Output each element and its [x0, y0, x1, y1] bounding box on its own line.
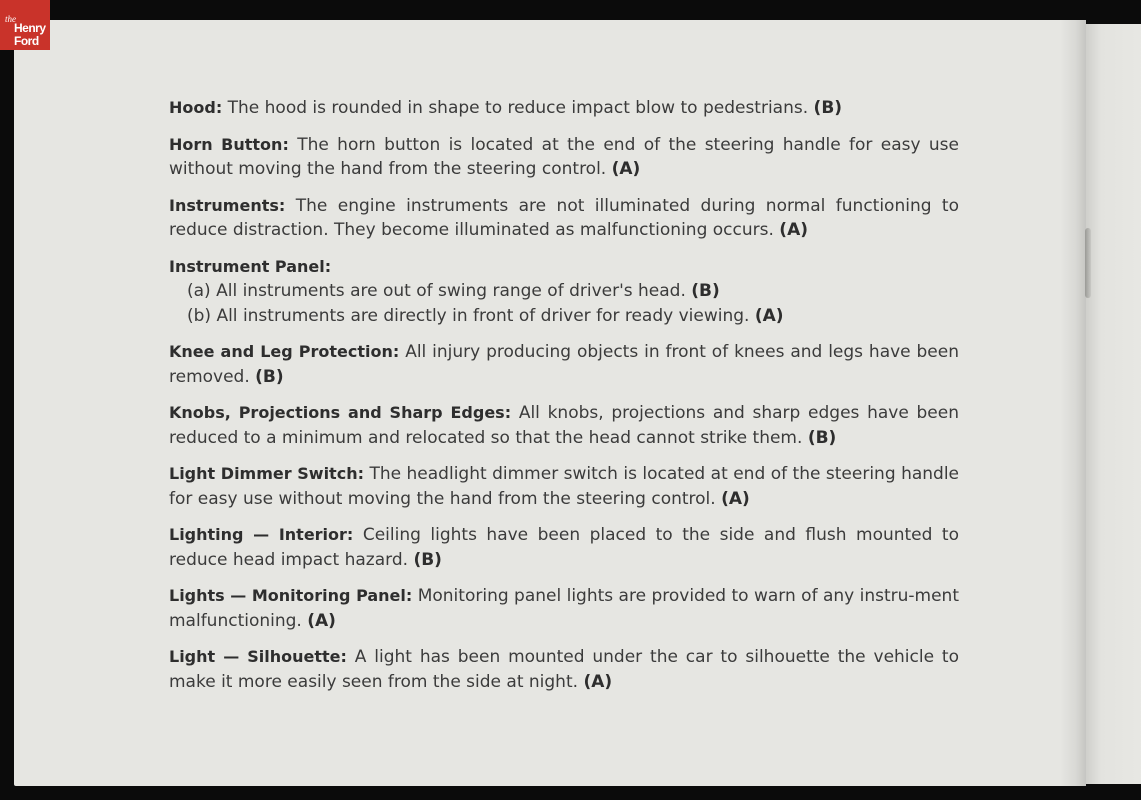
glossary-content: [169, 96, 959, 706]
gutter-shadow: [1060, 20, 1086, 786]
entry-term: Instruments:: [169, 195, 286, 215]
entry-rating: (A): [583, 671, 613, 692]
entry-text: The horn button is located at the end of the steering handle for easy use without moving the hand from the steering control.: [169, 134, 959, 179]
entry-rating: (A): [779, 220, 808, 240]
entry-horn-button: [169, 133, 959, 182]
entry-term: Lighting — Interior:: [169, 525, 354, 544]
subitem-rating: (B): [691, 281, 720, 301]
right-page-edge: [1086, 24, 1141, 784]
logo-henry: Henry: [14, 21, 46, 35]
entry-term: Knee and Leg Protection:: [169, 342, 400, 361]
subitem-text: (a) All instruments are out of swing range of driver's head.: [187, 281, 686, 301]
entry-light-dimmer-switch: [169, 462, 959, 511]
entry-term: Instrument Panel:: [169, 256, 332, 276]
entry-rating: (A): [307, 610, 336, 631]
entry-light-silhouette: [169, 645, 959, 694]
entry-term: Light — Silhouette:: [169, 647, 347, 666]
entry-rating: (B): [255, 366, 284, 387]
entry-knee-and-leg-protection: [169, 340, 959, 389]
henry-ford-logo: [0, 0, 50, 50]
entry-text: The engine instruments are not illuminated during normal functioning to reduce distraction. They become illuminated as malfunctioning occurs.: [169, 195, 959, 240]
entry-lights-monitoring-panel: [169, 584, 959, 633]
entry-rating: (A): [611, 159, 641, 179]
entry-term: Horn Button:: [169, 134, 289, 154]
binding-mark: [1085, 228, 1091, 298]
subitem-text: (b) All instruments are directly in front of driver for ready viewing.: [187, 305, 750, 326]
entry-lighting-interior: [169, 523, 959, 572]
entry-term: Light Dimmer Switch:: [169, 464, 364, 483]
logo-ford: Ford: [14, 34, 39, 48]
entry-knobs-projections: [169, 401, 959, 450]
entry-text: The headlight dimmer switch is located at end of the steering handle for easy use without moving the hand from the steering control.: [169, 464, 960, 509]
entry-term: Hood:: [169, 98, 223, 117]
entry-text: Ceiling lights have been placed to the side and flush mounted to reduce head impact hazard.: [169, 525, 959, 570]
entry-instruments: [169, 194, 959, 243]
entry-text: Monitoring panel lights are provided to warn of any instru-ment malfunctioning.: [169, 586, 959, 631]
entry-subitem: [169, 279, 959, 304]
entry-text: All injury producing objects in front of knees and legs have been removed.: [169, 342, 959, 387]
entry-rating: (B): [413, 549, 442, 570]
entry-text: The hood is rounded in shape to reduce impact blow to pedestrians.: [227, 98, 809, 118]
entry-rating: (A): [721, 488, 750, 509]
entry-rating: (B): [807, 427, 837, 448]
entry-subitem: [169, 304, 959, 329]
subitem-rating: (A): [754, 305, 784, 326]
entry-term: Lights — Monitoring Panel:: [169, 586, 413, 605]
entry-instrument-panel: [169, 255, 959, 329]
logo-the: the: [5, 14, 16, 24]
entry-term: Knobs, Projections and Sharp Edges:: [169, 403, 512, 422]
entry-hood: [169, 96, 959, 121]
entry-rating: (B): [813, 98, 843, 118]
entry-text: A light has been mounted under the car to silhouette the vehicle to make it more easily seen from the side at night.: [169, 647, 959, 692]
entry-text: All knobs, projections and sharp edges have been reduced to a minimum and relocated so that the head cannot strike them.: [169, 403, 960, 448]
